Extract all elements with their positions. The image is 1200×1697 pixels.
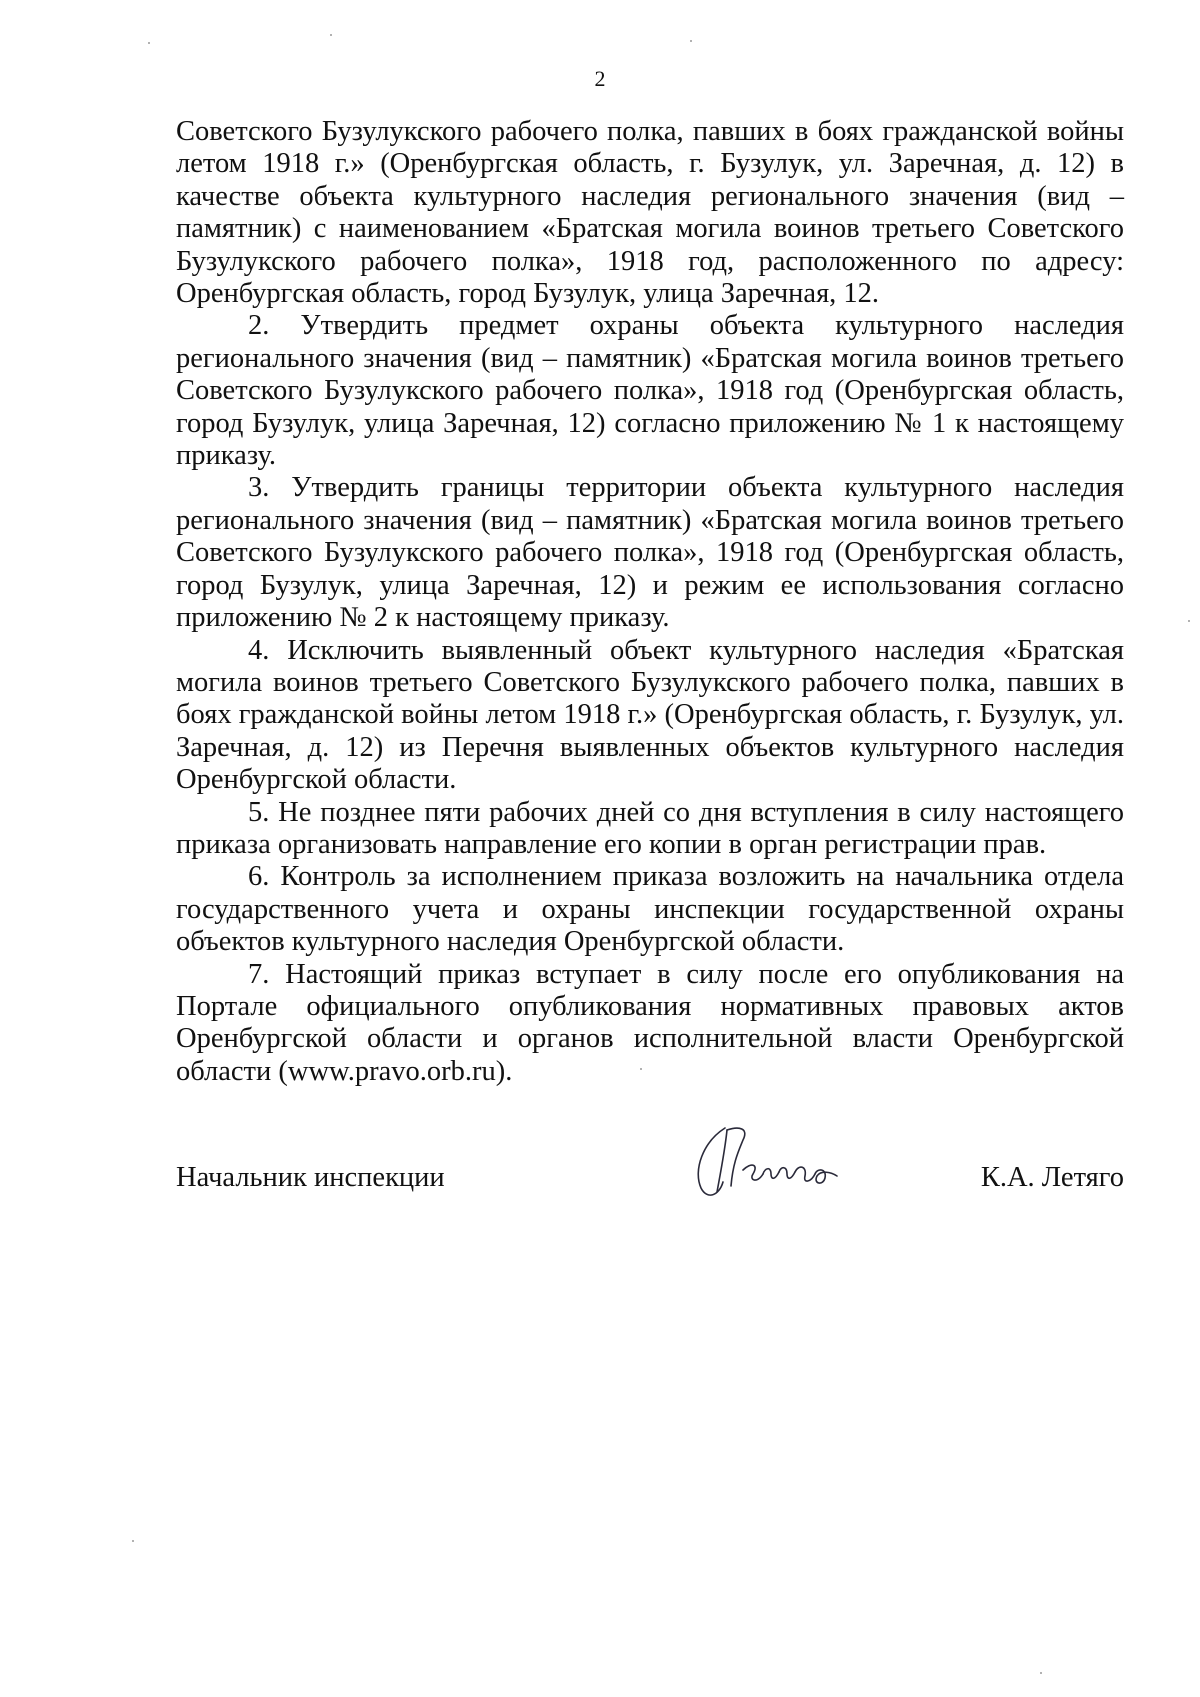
- scan-speck: [690, 40, 692, 42]
- scan-speck: [1040, 1672, 1042, 1674]
- signer-title: Начальник инспекции: [176, 1162, 445, 1193]
- document-body: [176, 116, 1124, 1088]
- scan-speck: [1188, 620, 1190, 622]
- scan-speck: [132, 1540, 134, 1542]
- scan-speck: [330, 34, 332, 36]
- scan-speck: [148, 42, 150, 44]
- paragraph-continuation: Советского Бузулукского рабочего полка, павших в боях гражданской войны летом 1918 г.» (Оренбургская область, г. Бузулук, ул. Заречная, д. 12) в качестве объекта культурного наследия регионального значения (вид – памятник) с наименованием «Братская могила воинов третьего Советского Бузулукского рабочего полка», 1918 год, расположенного по адресу: Оренбургская область, город Бузулук, улица Заречная, 12.: [176, 116, 1124, 310]
- page-number: 2: [594, 66, 606, 91]
- paragraph-item-7: 7. Настоящий приказ вступает в силу после его опубликования на Портале официального опубликования нормативных правовых актов Оренбургской области и органов исполнительной власти Оренбургской области (www.pravo.orb.ru).: [176, 958, 1124, 1087]
- handwritten-signature: [681, 1122, 861, 1207]
- scan-speck: [640, 1068, 642, 1070]
- paragraph-item-4: 4. Исключить выявленный объект культурного наследия «Братская могила воинов третьего Советского Бузулукского рабочего полка, павших в боях гражданской войны летом 1918 г.» (Оренбургская область, г. Бузулук, ул. Заречная, д. 12) из Перечня выявленных объектов культурного наследия Оренбургской области.: [176, 634, 1124, 796]
- paragraph-item-6: 6. Контроль за исполнением приказа возложить на начальника отдела государственного учета и охраны инспекции государственной охраны объектов культурного наследия Оренбургской области.: [176, 861, 1124, 958]
- paragraph-item-5: 5. Не позднее пяти рабочих дней со дня вступления в силу настоящего приказа организовать направление его копии в орган регистрации прав.: [176, 796, 1124, 860]
- paragraph-item-3: 3. Утвердить границы территории объекта культурного наследия регионального значения (вид – памятник) «Братская могила воинов третьего Советского Бузулукского рабочего полка», 1918 год (Оренбургская область, город Бузулук, улица Заречная, 12) и режим ее использования согласно приложению № 2 к настоящему приказу.: [176, 472, 1124, 634]
- signature-block: [176, 1142, 1124, 1212]
- paragraph-item-2: 2. Утвердить предмет охраны объекта культурного наследия регионального значения (вид – памятник) «Братская могила воинов третьего Советского Бузулукского рабочего полка», 1918 год (Оренбургская область, город Бузулук, улица Заречная, 12) согласно приложению № 1 к настоящему приказу.: [176, 310, 1124, 472]
- signer-name: К.А. Летяго: [980, 1162, 1124, 1193]
